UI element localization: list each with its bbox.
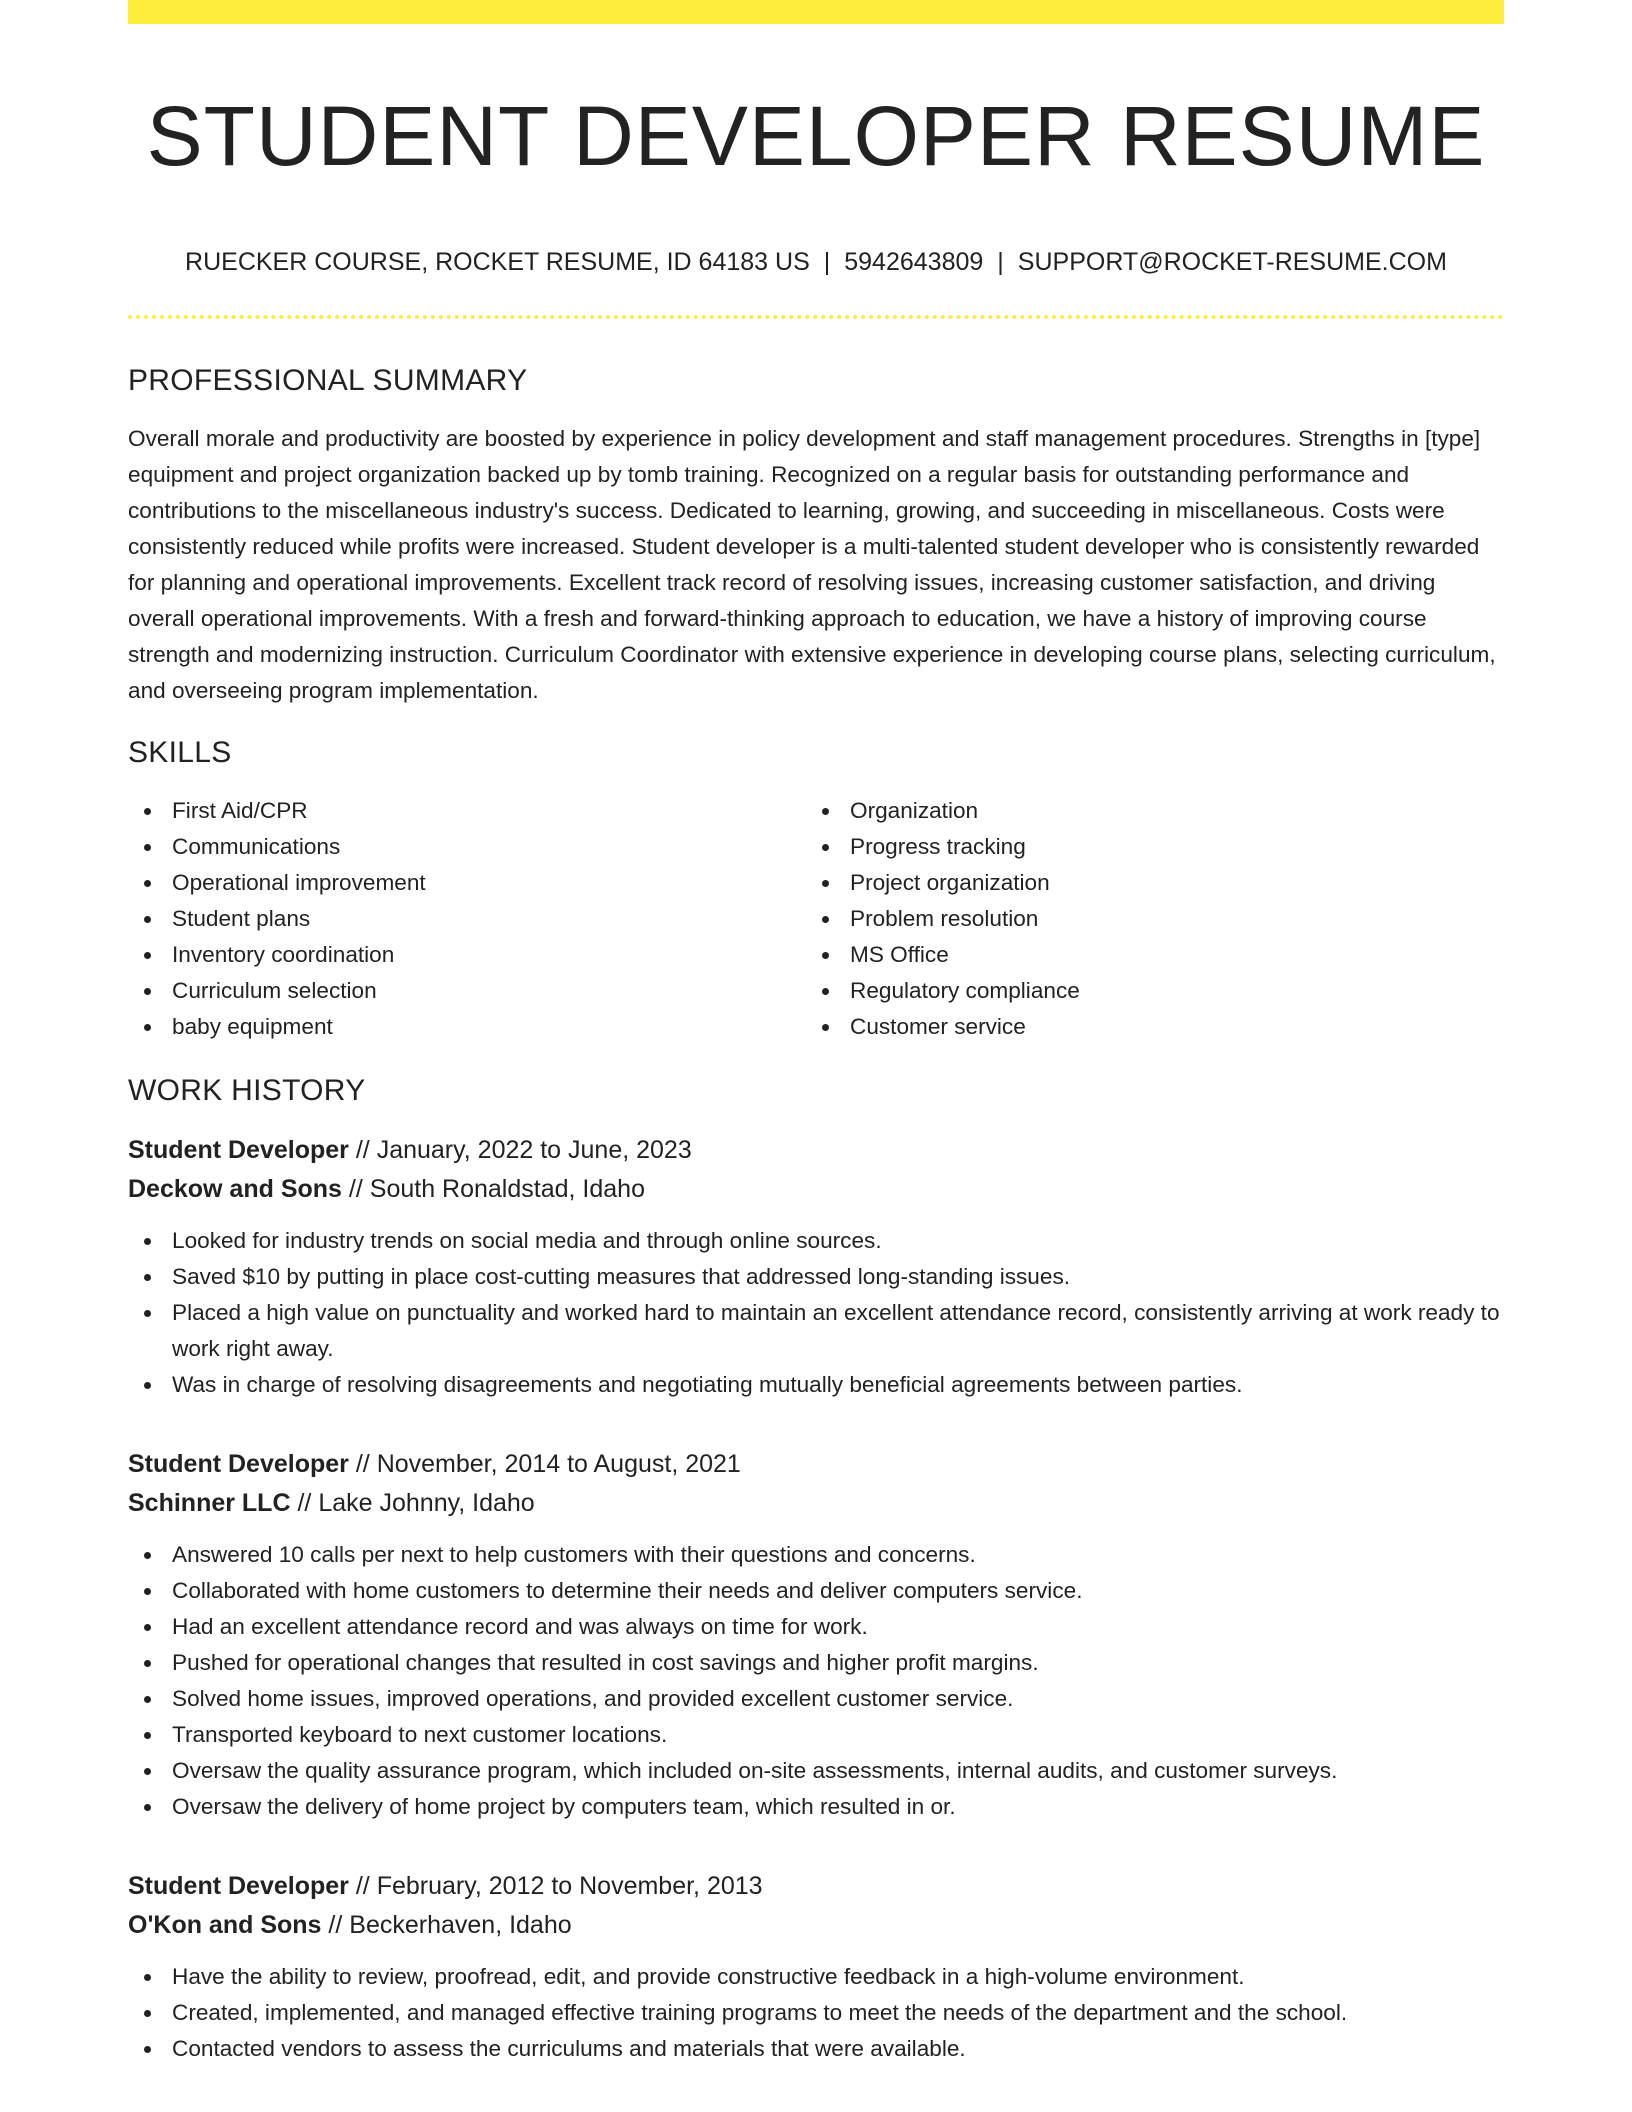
- work-history-heading: WORK HISTORY: [128, 1073, 366, 1107]
- job-company-line: [128, 1906, 1504, 1945]
- skill-item: Regulatory compliance: [806, 973, 1484, 1009]
- job-company-line: [128, 1484, 1504, 1523]
- accent-top-bar: [128, 0, 1504, 24]
- duty-item: Pushed for operational changes that resulted in cost savings and higher profit margins.: [128, 1645, 1504, 1681]
- job-company: Deckow and Sons: [128, 1174, 342, 1203]
- duty-item: Placed a high value on punctuality and worked hard to maintain an excellent attendance record, consistently arriving at work ready to work right away.: [128, 1295, 1504, 1367]
- skill-item: baby equipment: [128, 1009, 806, 1045]
- contact-separator: |: [997, 247, 1004, 276]
- contact-line: [128, 247, 1504, 277]
- job-role: Student Developer: [128, 1449, 349, 1478]
- duty-item: Collaborated with home customers to determine their needs and deliver computers service.: [128, 1573, 1504, 1609]
- duty-item: Solved home issues, improved operations, and provided excellent customer service.: [128, 1681, 1504, 1717]
- skill-item: MS Office: [806, 937, 1484, 973]
- skill-item: Operational improvement: [128, 865, 806, 901]
- job-dates: January, 2022 to June, 2023: [376, 1135, 692, 1164]
- job-dates: November, 2014 to August, 2021: [376, 1449, 741, 1478]
- duty-item: Transported keyboard to next customer locations.: [128, 1717, 1504, 1753]
- skill-item: Curriculum selection: [128, 973, 806, 1009]
- job-entry: [128, 1445, 1504, 1825]
- job-separator: //: [297, 1488, 312, 1517]
- job-duties: [128, 1959, 1504, 2067]
- skill-item: Problem resolution: [806, 901, 1484, 937]
- duty-item: Was in charge of resolving disagreements and negotiating mutually beneficial agreements between parties.: [128, 1367, 1504, 1403]
- skill-item: Project organization: [806, 865, 1484, 901]
- job-entry: [128, 1867, 1504, 2067]
- skill-item: Inventory coordination: [128, 937, 806, 973]
- duty-item: Oversaw the quality assurance program, which included on-site assessments, internal audits, and customer surveys.: [128, 1753, 1504, 1789]
- skill-item: Organization: [806, 793, 1484, 829]
- skill-item: Communications: [128, 829, 806, 865]
- skills-heading: SKILLS: [128, 735, 232, 769]
- work-history-list: [128, 1131, 1504, 2067]
- contact-phone: 5942643809: [844, 247, 984, 276]
- skill-item: Progress tracking: [806, 829, 1484, 865]
- job-separator: //: [355, 1449, 370, 1478]
- summary-heading: PROFESSIONAL SUMMARY: [128, 363, 528, 397]
- duty-item: Saved $10 by putting in place cost-cutting measures that addressed long-standing issues.: [128, 1259, 1504, 1295]
- job-separator: //: [355, 1135, 370, 1164]
- skills-column-right: [806, 793, 1484, 1045]
- skill-item: First Aid/CPR: [128, 793, 806, 829]
- job-role: Student Developer: [128, 1871, 349, 1900]
- duty-item: Had an excellent attendance record and was always on time for work.: [128, 1609, 1504, 1645]
- job-company: O'Kon and Sons: [128, 1910, 322, 1939]
- skills-grid: [128, 793, 1504, 1045]
- job-separator: //: [355, 1871, 370, 1900]
- contact-separator: |: [823, 247, 831, 276]
- summary-text: Overall morale and productivity are boosted by experience in policy development and staff management procedures. Strengths in [type] equipment and project organization backed up by tomb training. Recognized on a regular basis for outstanding performance and contributions to the miscellaneous industry's success. Dedicated to learning, growing, and succeeding in miscellaneous. Costs were consistently reduced while profits were increased. Student developer is a multi-talented student developer who is consistently rewarded for planning and operational improvements. Excellent track record of resolving issues, increasing customer satisfaction, and driving overall operational improvements. With a fresh and forward-thinking approach to education, we have a history of improving course strength and modernizing instruction. Curriculum Coordinator with extensive experience in developing course plans, selecting curriculum, and overseeing program implementation.: [128, 425, 1496, 703]
- job-separator: //: [348, 1174, 363, 1203]
- duty-item: Answered 10 calls per next to help customers with their questions and concerns.: [128, 1537, 1504, 1573]
- duty-item: Contacted vendors to assess the curriculums and materials that were available.: [128, 2031, 1504, 2067]
- contact-address: RUECKER COURSE, ROCKET RESUME, ID 64183 US: [185, 247, 810, 276]
- duty-item: Oversaw the delivery of home project by computers team, which resulted in or.: [128, 1789, 1504, 1825]
- skill-item: Customer service: [806, 1009, 1484, 1045]
- duty-item: Looked for industry trends on social media and through online sources.: [128, 1223, 1504, 1259]
- job-location: Beckerhaven, Idaho: [349, 1910, 572, 1939]
- job-location: Lake Johnny, Idaho: [318, 1488, 535, 1517]
- job-company: Schinner LLC: [128, 1488, 291, 1517]
- job-role: Student Developer: [128, 1135, 349, 1164]
- skills-column-left: [128, 793, 806, 1045]
- job-duties: [128, 1223, 1504, 1403]
- job-entry: [128, 1131, 1504, 1403]
- job-separator: //: [328, 1910, 343, 1939]
- duty-item: Have the ability to review, proofread, edit, and provide constructive feedback in a high-volume environment.: [128, 1959, 1504, 1995]
- skill-item: Student plans: [128, 901, 806, 937]
- job-role-line: [128, 1131, 1504, 1170]
- job-dates: February, 2012 to November, 2013: [376, 1871, 763, 1900]
- job-location: South Ronaldstad, Idaho: [369, 1174, 645, 1203]
- job-company-line: [128, 1170, 1504, 1209]
- contact-email: SUPPORT@ROCKET-RESUME.COM: [1017, 247, 1447, 276]
- job-role-line: [128, 1867, 1504, 1906]
- job-duties: [128, 1537, 1504, 1825]
- resume-title: STUDENT DEVELOPER RESUME: [146, 89, 1486, 183]
- resume-page: [128, 0, 1504, 2067]
- duty-item: Created, implemented, and managed effective training programs to meet the needs of the department and the school.: [128, 1995, 1504, 2031]
- dotted-divider: [128, 315, 1504, 319]
- job-role-line: [128, 1445, 1504, 1484]
